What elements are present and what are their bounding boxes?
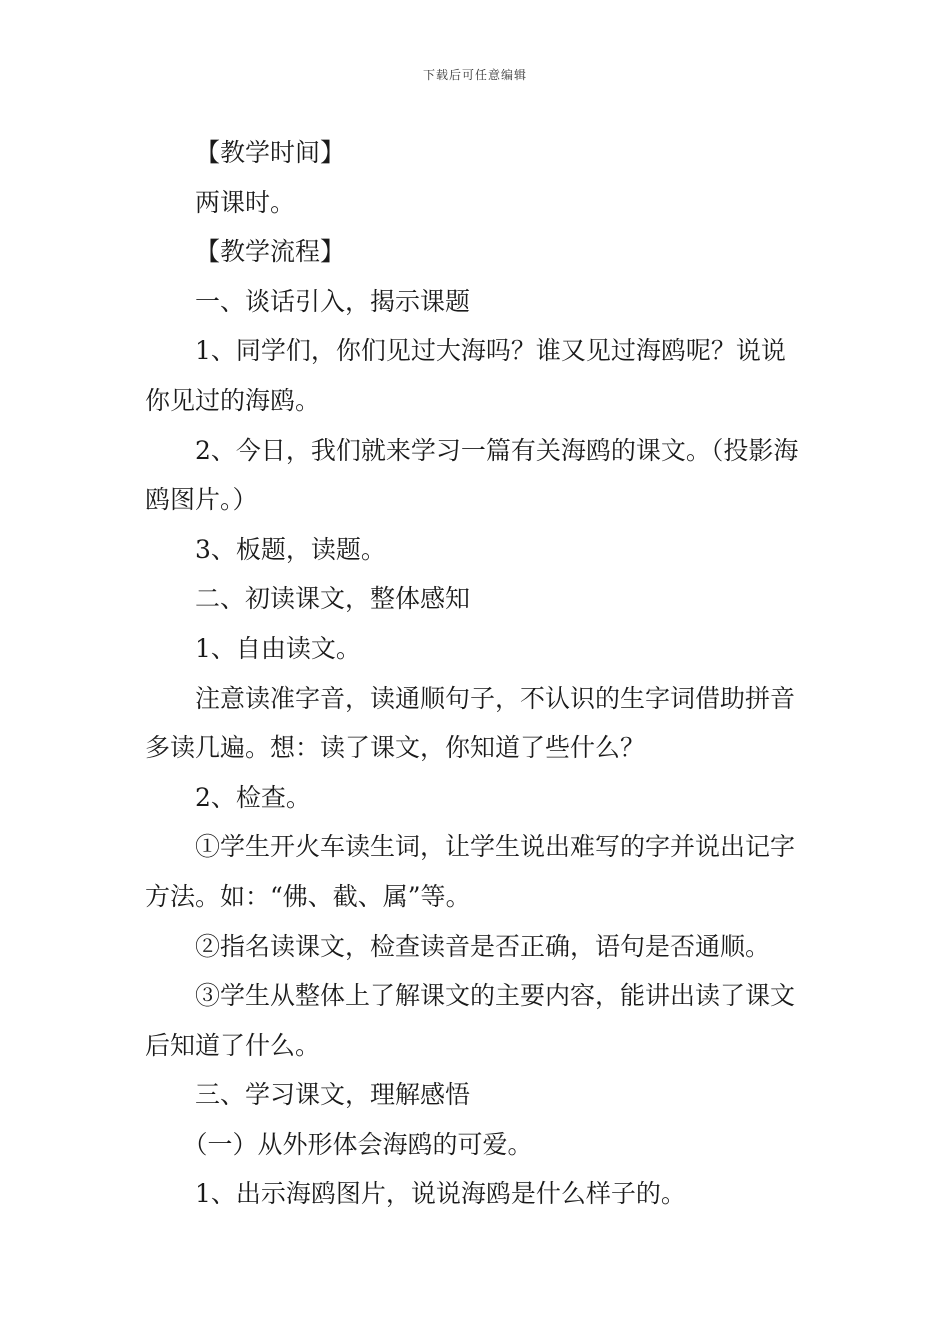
section-heading-teaching-process: 【教学流程】 — [195, 237, 346, 267]
paragraph-step-2-2: 2、检查。 — [195, 782, 311, 812]
step-heading-2: 二、初读课文，整体感知 — [195, 584, 471, 614]
paragraph-check-1: ①学生开火车读生词，让学生说出难写的字并说出记字方法。如：“佛、截、属”等。 — [145, 832, 796, 911]
paragraph-step-1-2: 2、今日，我们就来学习一篇有关海鸥的课文。（投影海鸥图片。） — [145, 435, 799, 515]
document-body — [145, 128, 805, 1219]
step-heading-1: 一、谈话引入，揭示课题 — [195, 286, 471, 316]
page-header-note: 下载后可任意编辑 — [422, 68, 527, 82]
paragraph-check-2: ②指名读课文，检查读音是否正确，语句是否通顺。 — [195, 931, 771, 961]
paragraph-step-1-3: 3、板题，读题。 — [195, 534, 386, 564]
subsection-heading-1: （一）从外形体会海鸥的可爱。 — [182, 1129, 533, 1159]
paragraph-check-3: ③学生从整体上了解课文的主要内容，能讲出读了课文后知道了什么。 — [145, 981, 796, 1060]
paragraph-step-1-1: 1、同学们，你们见过大海吗？谁又见过海鸥呢？说说你见过的海鸥。 — [145, 336, 786, 415]
section-heading-teaching-time: 【教学时间】 — [195, 138, 346, 167]
paragraph-class-hours: 两课时。 — [195, 187, 296, 217]
step-heading-3: 三、学习课文，理解感悟 — [195, 1080, 471, 1110]
paragraph-step-2-1: 1、自由读文。 — [195, 633, 361, 663]
paragraph-reading-note: 注意读准字音，读通顺句子，不认识的生字词借助拼音多读几遍。想：读了课文，你知道了些什么？ — [145, 683, 796, 763]
paragraph-step-3-1: 1、出示海鸥图片，说说海鸥是什么样子的。 — [195, 1179, 686, 1209]
